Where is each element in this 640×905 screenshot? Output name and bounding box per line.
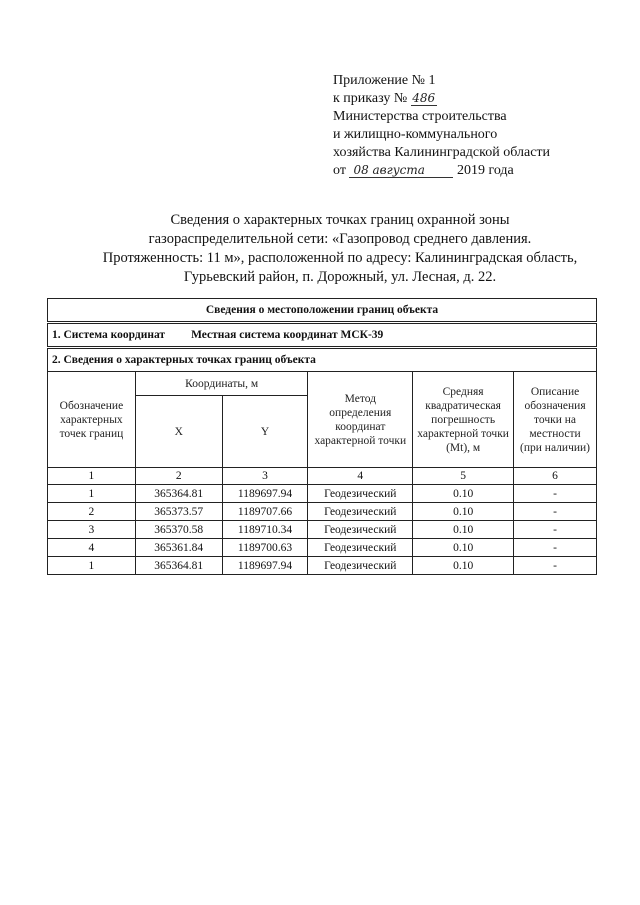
table-row xyxy=(48,485,597,503)
method: Геодезический xyxy=(308,557,413,575)
coord-system-label: 1. Система координат xyxy=(52,329,166,341)
order-line xyxy=(333,90,550,108)
title-line-1: Сведения о характерных точках границ охранной зоны xyxy=(170,212,510,228)
title-line-2: газораспределительной сети: «Газопровод среднего давления. xyxy=(148,231,532,247)
header-y: Y xyxy=(222,396,308,468)
header-coordinates: Координаты, м xyxy=(135,372,308,396)
points-section-title: 2. Сведения о характерных точках границ объекта xyxy=(48,348,597,372)
coord-x: 365364.81 xyxy=(135,485,222,503)
coord-y: 1189697.94 xyxy=(222,557,308,575)
header-x: X xyxy=(135,396,222,468)
section-title: Сведения о местоположении границ объекта xyxy=(48,299,597,323)
column-number: 5 xyxy=(413,468,514,485)
title-line-4: Гурьевский район, п. Дорожный, ул. Лесная, д. 22. xyxy=(183,269,497,285)
header-method: Метод определения координат характерной точки xyxy=(308,372,413,468)
date-prefix: от xyxy=(333,163,346,178)
coord-x: 365370.58 xyxy=(135,521,222,539)
ministry-line-3: хозяйства Калининградской области xyxy=(333,145,551,160)
column-number: 4 xyxy=(308,468,413,485)
header-error: Средняя квадратическая погрешность характерной точки (Mt), м xyxy=(413,372,514,468)
table-row xyxy=(48,521,597,539)
method: Геодезический xyxy=(308,539,413,557)
error: 0.10 xyxy=(413,557,514,575)
coord-y: 1189707.66 xyxy=(222,503,308,521)
date-suffix: 2019 года xyxy=(456,163,514,178)
error: 0.10 xyxy=(413,521,514,539)
description: - xyxy=(514,521,597,539)
date-line xyxy=(333,162,550,180)
coord-system-value: Местная система координат МСК-39 xyxy=(191,329,384,341)
column-number: 1 xyxy=(48,468,136,485)
order-prefix: к приказу № xyxy=(333,91,408,106)
coord-y: 1189697.94 xyxy=(222,485,308,503)
description: - xyxy=(514,539,597,557)
point-id: 1 xyxy=(48,557,136,575)
appendix-block xyxy=(333,72,550,180)
method: Геодезический xyxy=(308,503,413,521)
ministry-line-2: и жилищно-коммунального xyxy=(333,127,498,142)
table-row xyxy=(48,557,597,575)
document-title xyxy=(60,211,620,287)
error: 0.10 xyxy=(413,539,514,557)
table-row xyxy=(48,503,597,521)
coord-x: 365361.84 xyxy=(135,539,222,557)
point-id: 2 xyxy=(48,503,136,521)
error: 0.10 xyxy=(413,485,514,503)
header-designation: Обозначение характерных точек границ xyxy=(48,372,136,468)
coord-x: 365364.81 xyxy=(135,557,222,575)
ministry-line-1: Министерства строительства xyxy=(333,109,507,124)
date-handwritten: 08 августа xyxy=(349,163,453,178)
title-line-3: Протяженность: 11 м», расположенной по адресу: Калининградская область, xyxy=(102,250,578,266)
description: - xyxy=(514,485,597,503)
method: Геодезический xyxy=(308,521,413,539)
description: - xyxy=(514,557,597,575)
column-number: 2 xyxy=(135,468,222,485)
appendix-title: Приложение № 1 xyxy=(333,73,436,88)
header-description: Описание обозначения точки на местности (при наличии) xyxy=(514,372,597,468)
table-row xyxy=(48,539,597,557)
point-id: 3 xyxy=(48,521,136,539)
point-id: 4 xyxy=(48,539,136,557)
method: Геодезический xyxy=(308,485,413,503)
coord-system-row xyxy=(48,323,597,348)
boundary-points-table xyxy=(47,298,597,575)
error: 0.10 xyxy=(413,503,514,521)
column-number: 6 xyxy=(514,468,597,485)
column-numbers-row xyxy=(48,468,597,485)
order-number-handwritten: 486 xyxy=(412,91,436,105)
description: - xyxy=(514,503,597,521)
coord-y: 1189700.63 xyxy=(222,539,308,557)
coord-x: 365373.57 xyxy=(135,503,222,521)
column-number: 3 xyxy=(222,468,308,485)
point-id: 1 xyxy=(48,485,136,503)
coord-y: 1189710.34 xyxy=(222,521,308,539)
